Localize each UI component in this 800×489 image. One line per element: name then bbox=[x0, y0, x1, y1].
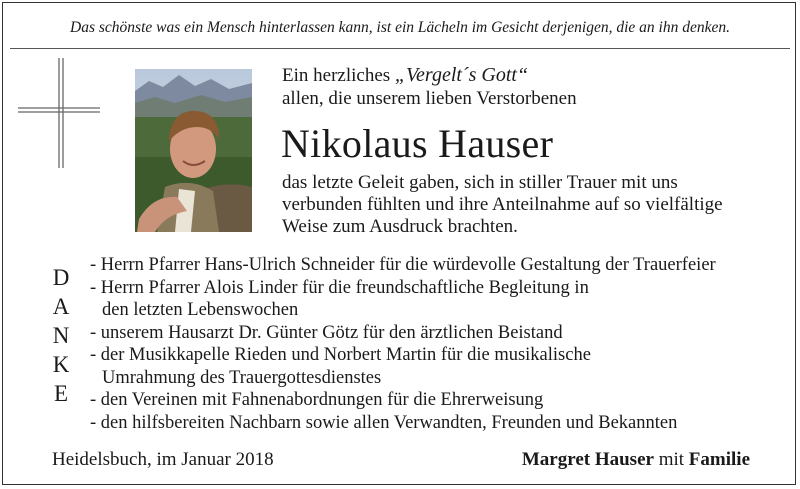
thanks-list bbox=[90, 254, 716, 434]
thanks-line: den letzten Lebenswochen bbox=[102, 300, 299, 320]
danke-letter: K bbox=[52, 352, 70, 377]
signature bbox=[522, 449, 750, 471]
intro-prefix: Ein herzliches bbox=[282, 65, 395, 86]
thanks-line: - der Musikkapelle Rieden und Norbert Martin für die musikalische bbox=[90, 345, 591, 365]
body-line: Weise zum Ausdruck brachten. bbox=[282, 216, 518, 237]
body-line: das letzte Geleit gaben, sich in stiller Trauer mit uns bbox=[282, 172, 678, 193]
thanks-line: - den hilfsbereiten Nachbarn sowie allen Verwandten, Freunden und Bekannten bbox=[90, 412, 678, 433]
place-date: Heidelsbuch, im Januar 2018 bbox=[52, 449, 274, 470]
danke-letter: D bbox=[52, 265, 70, 290]
signer-mid: mit bbox=[653, 449, 689, 470]
thanks-line: - den Vereinen mit Fahnenabordnungen für die Ehrerweisung bbox=[90, 390, 544, 410]
thanks-line: Umrahmung des Trauergottesdienstes bbox=[102, 367, 382, 388]
vergelts-gott-quote: „Vergelt´s Gott“ bbox=[394, 64, 529, 86]
thanks-intro bbox=[282, 64, 577, 110]
body-line: verbunden fühlten und ihre Anteilnahme auf so vielfältige bbox=[282, 194, 723, 215]
signer-family: Familie bbox=[688, 449, 750, 470]
intro-line-2: allen, die unserem lieben Verstorbenen bbox=[282, 88, 577, 109]
motto-quote: Das schönste was ein Mensch hinterlassen kann, ist ein Lächeln im Gesicht derjenigen, die an ihn denken. bbox=[70, 19, 730, 36]
danke-letter: A bbox=[52, 294, 70, 319]
deceased-name: Nikolaus Hauser bbox=[281, 121, 554, 166]
cross-icon bbox=[18, 58, 108, 168]
danke-vertical bbox=[46, 263, 76, 408]
danke-letter: E bbox=[53, 381, 69, 406]
thanks-line: - Herrn Pfarrer Hans-Ulrich Schneider für die würdevolle Gestaltung der Trauerfeier bbox=[90, 255, 716, 275]
separator-line bbox=[10, 48, 790, 49]
intro-line-1 bbox=[282, 64, 577, 87]
thanks-line: - unserem Hausarzt Dr. Günter Götz für den ärztlichen Beistand bbox=[90, 322, 563, 343]
thanks-body bbox=[282, 172, 723, 238]
signer-name: Margret Hauser bbox=[521, 449, 654, 470]
danke-letter: N bbox=[52, 323, 70, 348]
portrait-photo bbox=[135, 69, 252, 232]
thanks-line: - Herrn Pfarrer Alois Linder für die freundschaftliche Begleitung in bbox=[90, 277, 589, 298]
